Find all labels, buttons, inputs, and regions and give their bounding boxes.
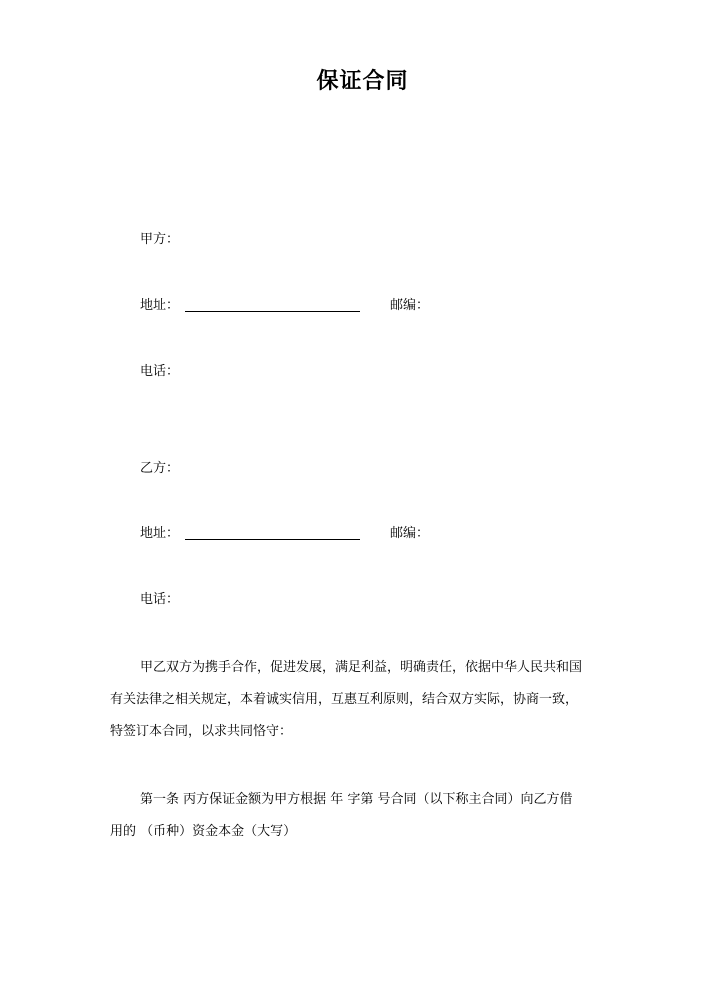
party-b-label: 乙方： [140,461,180,476]
party-b-address-blank [185,539,360,540]
preamble-line-2: 有关法律之相关规定，本着诚实信用，互惠互利原则，结合双方实际，协商一致， [110,692,579,707]
party-b-postcode-label: 邮编： [390,526,430,541]
party-a-address-label: 地址： [140,298,180,313]
party-a-postcode-label: 邮编： [390,298,430,313]
party-a-phone-label: 电话： [140,364,180,379]
party-a-address-blank [185,311,360,312]
document-title: 保证合同 [316,69,409,94]
article-1-line-2: 用的 （币种）资金本金（大写） [110,824,297,839]
article-1-line-1: 第一条 丙方保证金额为甲方根据 年 字第 号合同（以下称主合同）向乙方借 [140,792,573,807]
preamble-line-1: 甲乙双方为携手合作，促进发展，满足利益，明确责任，依据中华人民共和国 [140,660,583,675]
party-a-label: 甲方： [140,232,180,247]
preamble-line-3: 特签订本合同，以求共同恪守： [110,724,293,739]
party-b-phone-label: 电话： [140,592,180,607]
party-b-address-label: 地址： [140,526,180,541]
